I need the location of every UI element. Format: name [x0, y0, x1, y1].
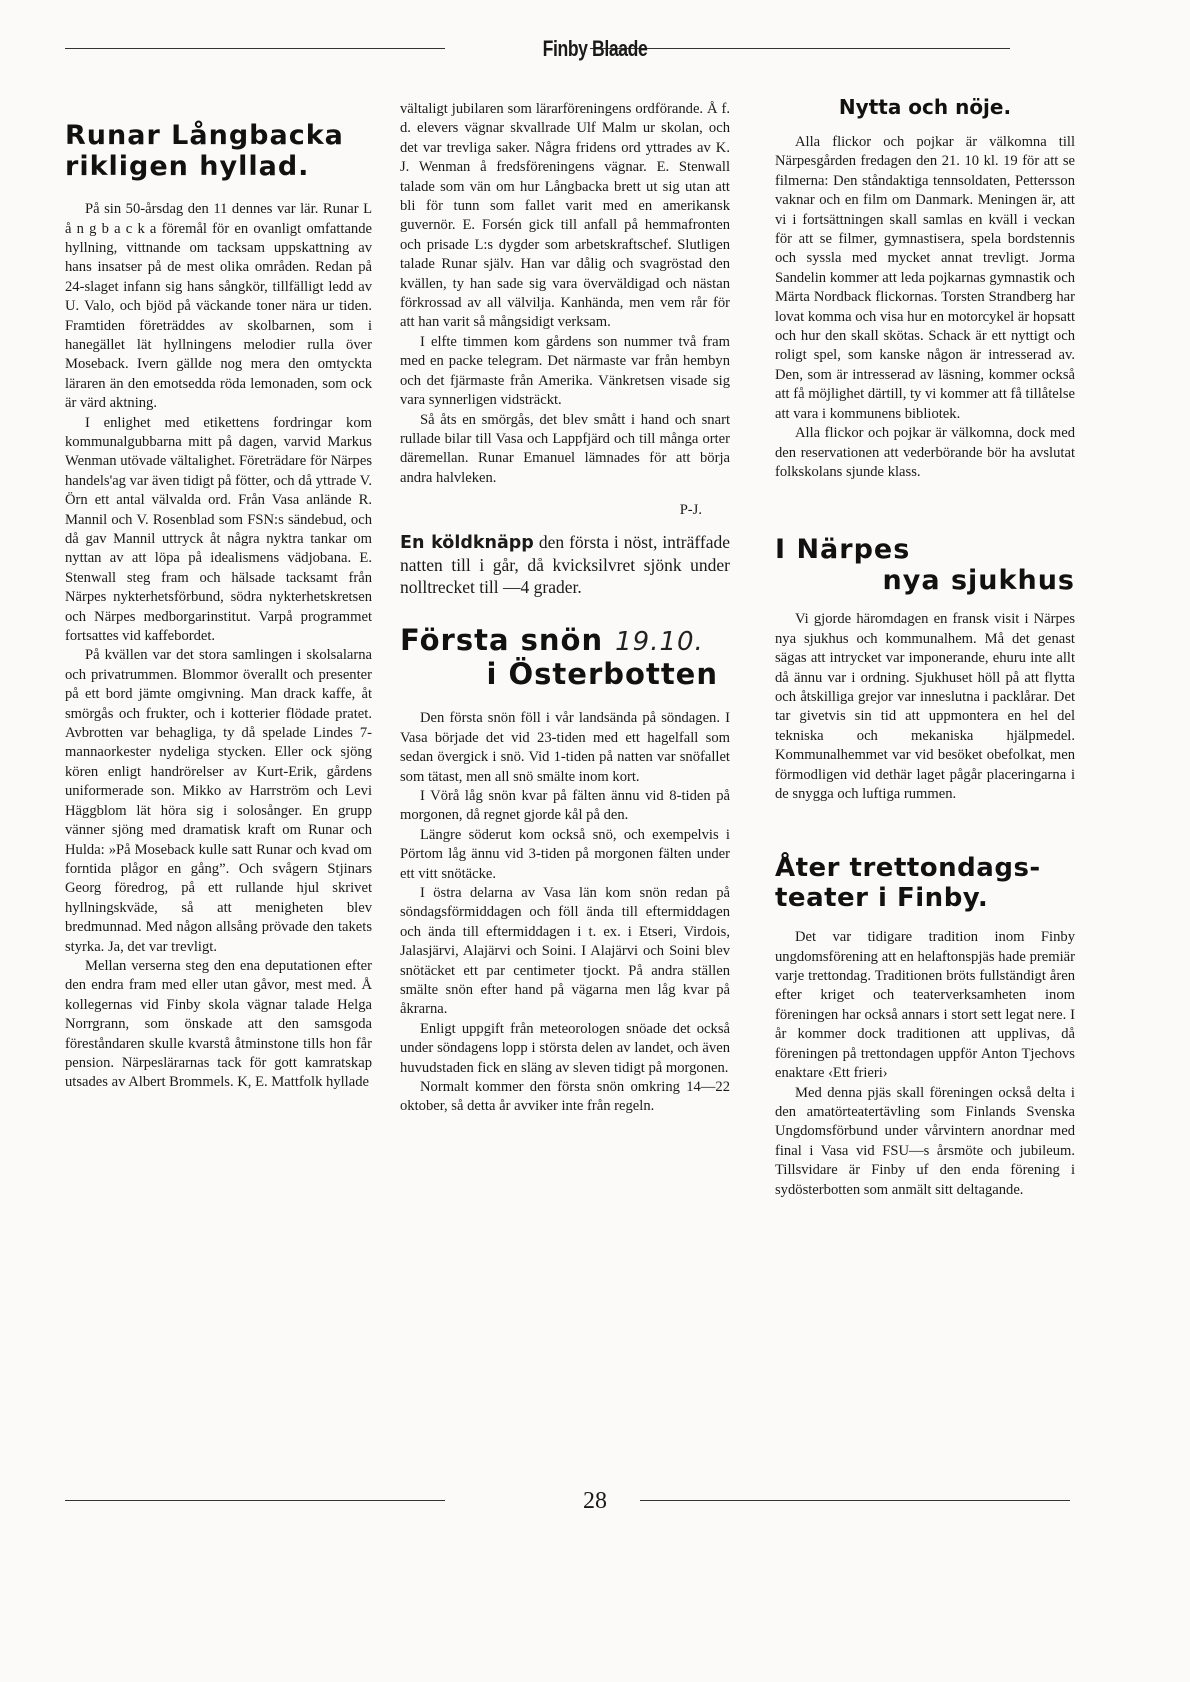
- runar-continuation-paragraph: I elfte timmen kom gårdens son nummer två fram med en packe telegram. Det närmaste var från hembyn och det fjärmaste från Amerika. Vänkretsen visade sig vara synnerligen vidsträckt.: [400, 333, 730, 409]
- koldknapp-lead: En köldknäpp: [400, 533, 534, 554]
- ater-headline-line1: Åter trettondags-: [775, 853, 1041, 884]
- koldknapp-text: den första i nöst, inträffade natten till i går, då kvicksilvret sjönk under nolltrecket till —4 grader.: [400, 532, 731, 598]
- nytta-body: [775, 133, 1075, 482]
- snon-headline: [400, 624, 730, 691]
- snon-body: [400, 709, 730, 1117]
- masthead-title: Finby Blaade: [542, 36, 648, 61]
- snon-headline-line2: i Österbotten: [486, 657, 718, 692]
- snon-paragraph: Längre söderut kom också snö, och exempelvis i Pörtom låg ännu vid 3-tiden på morgonen fälten under ett vitt snötäcke.: [400, 826, 730, 882]
- snon-paragraph: Enligt uppgift från meteorologen snöade det också under söndagens lopp i största delen av landet, och även huvudstaden fick en släng av sleven tidigt på morgonen.: [400, 1020, 730, 1076]
- snon-headline-line1: Första snön: [400, 623, 604, 658]
- ater-body: [775, 928, 1075, 1200]
- nytta-headline: Nytta och nöje.: [838, 95, 1012, 119]
- runar-paragraph: På kvällen var det stora samlingen i skolsalarna och privatrummen. Blommor överallt och presenter på ett bord jämte omgivning. Man drack kaffe, åt smörgås och frukter, och i kotterier flödade pratet. Avbrotten var behagliga, ty då spelade Lindes 7-mannaorkester nydeliga stycken. Eller ock sjöng kören enligt handrörelser av Kurt-Erik, gårdens uniformerade son. Mikko av Harrström och Levi Häggblom lät höra sig i solosånger. En grupp vänner sjöng med dramatisk kraft om Runar och Hulda: »På Moseback kulle satt Runar och kvad om forntida plågor en gång”. Och svågern Stjinars Georg föredrog, på ett rullande hjul skrivet hyllningskväde, så att menigheten blev bredmunnad. Med någon allsång prövade den takets styrka. Ja, det var trevligt.: [65, 647, 372, 955]
- runar-signature: P-J.: [679, 502, 702, 519]
- runar-headline: Runar Långbacka rikligen hyllad.: [65, 120, 344, 183]
- runar-continuation-paragraph: Så åts en smörgås, det blev smått i hand och snart rullade bilar till Vasa och Lappfjärd och till många orter däremellan. Runar Emanuel lämnades för att börja andra halvleken.: [400, 411, 730, 486]
- runar-paragraph: I enlighet med etikettens fordringar kom kommunalgubbarna mitt på dagen, varvid Markus Wenman utövade vältalighet. Företrädare för Närpes handels'ag var även tidigt på fötter, och då yttrade V. Örn ett antal välvalda ord. Från Vasa anlände R. Mannil och V. Rosenblad som FSN:s sändebud, och då gav Mannil uttryck åt några nyktra tankar om nyttan av att löpa på idealismens vädjobana. E. Stenwall steg fram och hälsade tacksamt från Närpes nykterhetsförbund, södra nykterhetskretsen och Närpes medborgarinstitut. Varpå programmet fortsattes vid kaffebordet.: [65, 414, 372, 645]
- runar-continuation-paragraph: vältaligt jubilaren som lärarföreningens ordförande. Å f. d. elevers vägnar skvallrade Ulf Malm ur skolan, och det var trevliga saker. Några fridens ord yttrades av K. J. Wenman å fredsföreningens vägnar. E. Stenwall talade som vän om hur Långbacka brett ut sig utan att bli för tunn som fallet varit med en amerikansk guvernör. E. Forsén gick till anfall på hemmafronten och prisade L:s dygder som arbetskraftschef. Slutligen talade Runar själv. Han var dålig och svagröstad den kvällen, ty han sade sig vara överväldigad och nästan förkrossad av all välvilja. Kanhända, men vem rår för att han varit så mångsidigt verksam.: [400, 101, 730, 331]
- column-right: [775, 96, 1075, 1200]
- handwritten-date: 19.10.: [615, 627, 704, 658]
- runar-paragraph: På sin 50-årsdag den 11 dennes var lär. Runar L å n g b a c k a föremål för en ovanligt omfattande hyllning, vittnande om tacksam uppskattning av hans insatser på de mest olika områden. Redan på 24-slaget infann sig hans sångkör, tillfälligt ledd av U. Valo, och bjöd på väckande toner nära ur tiden. Framtiden företräddes av skolbarnen, som i hanegället lät hyllningens melodier rulla över Moseback. Ivern gällde nog mera den omtyckta läraren än den emotsedda röda lemonaden, som ock är värd aktning.: [65, 201, 372, 412]
- nytta-paragraph: Alla flickor och pojkar är välkomna till Närpesgården fredagen den 21. 10 kl. 19 för att se filmerna: Den ståndaktiga tennsoldaten, Pettersson vaknar och en film om Danmark. Meningen är, att vi i fortsättningen skall samlas en kväll i veckan för att se filmer, gymnastisera, spela bordstennis och syssla med mycket annat trevligt. Jorma Sandelin kommer att leda pojkarnas gymnastik och Märta Nordback flickornas. Torsten Strandberg har lovat komma och visa hur en motorcykel är hopsatt och hur den skall skötas. Schack är ett nyttigt och roligt spel, som kanske någon är intresserad av. Den, som är intresserad av läsning, kommer också att få möjlighet därtill, ty vi kommer att få tillåtelse att vara i kommunens bibliotek.: [775, 134, 1075, 422]
- runar-continuation: [400, 100, 730, 488]
- ater-headline: [775, 854, 1075, 914]
- snon-paragraph: Normalt kommer den första snön omkring 14—22 oktober, så detta år avviker inte från regeln.: [400, 1079, 730, 1115]
- narpes-body: [775, 610, 1075, 804]
- column-middle: [400, 100, 730, 1117]
- runar-body: [65, 200, 372, 1093]
- snon-paragraph: Den första snön föll i vår landsända på söndagen. I Vasa började det vid 23-tiden med ett hagelfall som sedan övergick i snö. Vid 1-tiden på natten var snöfallet som tätast, men all snö smälte inom kort.: [400, 710, 730, 785]
- ater-paragraph: Det var tidigare tradition inom Finby ungdomsförening att en helaftonspjäs hade premiär varje trettondag. Traditionen bröts fullständigt åren efter kriget och teaterverksamheten inom föreningen har också annars i stort sett legat nere. I år kommer dock traditionen att upplivas, då föreningen på trettondagen uppför Anton Tjechovs enaktare ‹Ett frieri›: [775, 929, 1075, 1082]
- ater-headline-line2: teater i Finby.: [775, 883, 989, 914]
- page-number: 28: [583, 1488, 607, 1514]
- narpes-headline-line1: I Närpes: [775, 534, 911, 566]
- ater-paragraph: Med denna pjäs skall föreningen också delta i den amatörteatertävling som Finlands Svenska Ungdomsförbund under vårvintern anordnar med final i Vasa vid FSU—s årsmöte och jubileum. Tillsvidare är Finby uf den enda förening i sydösterbotten som anmält sitt deltagande.: [775, 1084, 1075, 1198]
- narpes-headline-line2: nya sjukhus: [882, 565, 1075, 597]
- narpes-paragraph: Vi gjorde häromdagen en fransk visit i Närpes nya sjukhus och kommunalhem. Må det genast sägas att intrycket var imponerande, ehuru inte allt då ännu var i ordning. Sjukhuset höll på att flytta och åtskilliga grejor var inneslutna i packlårar. Det tar givetvis sin tid att uppmontera en hel del tekniska och mekaniska hjälpmedel. Kommunalhemmet var vid besöket obefolkat, men förmodligen vid dethär laget pågår placeringarna i de snygga och luftiga rummen.: [775, 611, 1075, 803]
- koldknapp-brief: [400, 531, 730, 598]
- snon-paragraph: I östra delarna av Vasa län kom snön redan på söndagsförmiddagen och föll ända till eftermiddagen och ända till eftermiddagen i t. ex. i Etseri, Virdois, Jalasjärvi, Alajärvi och Soini. I Alajärvi och Soini blev snötäcket ett par centimeter tjockt. På andra ställen smälte snön efter hand på vägarna men låg kvar på åkrarna.: [400, 885, 730, 1018]
- narpes-headline: [775, 534, 1075, 596]
- runar-paragraph: Mellan verserna steg den ena deputationen efter den endra fram med eller utan gåvor, mest med. Å kollegernas vid Finby skola vägnar talade Helga Norrgrann, som önskade att den samsgoda föreståndaren skulle kvarstå åtminstone tills hon får pension. Närpeslärarnas tack för gott kamratskap utsades av Albert Brommels. K, E. Mattfolk hyllade: [65, 957, 372, 1091]
- column-left: [65, 120, 372, 1093]
- snon-paragraph: I Vörå låg snön kvar på fälten ännu vid 8-tiden på morgonen, då regnet gjorde kål på den.: [400, 787, 730, 824]
- nytta-paragraph: Alla flickor och pojkar är välkomna, dock med den reservationen att vederbörande bör ha avslutat folkskolans sjunde klass.: [775, 425, 1075, 480]
